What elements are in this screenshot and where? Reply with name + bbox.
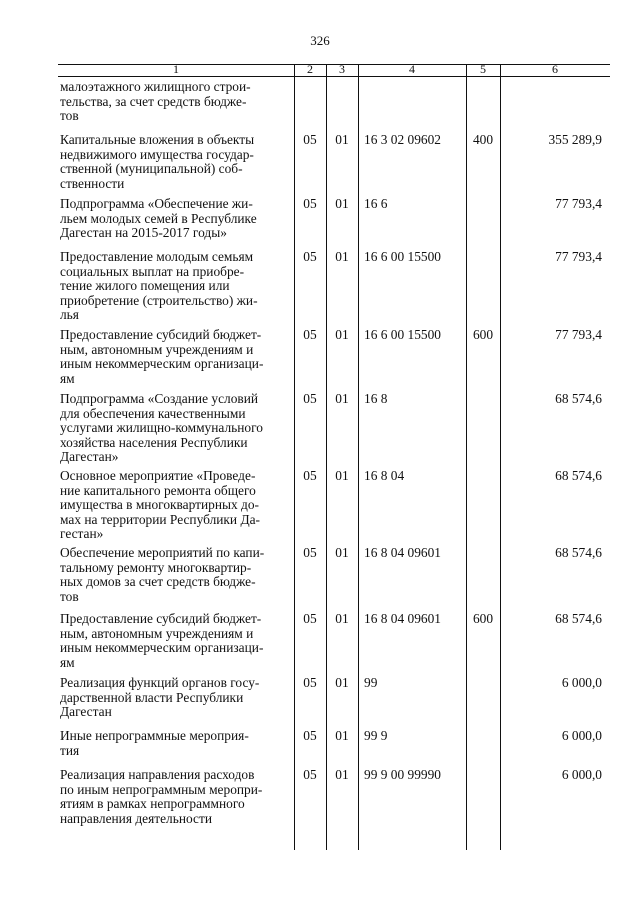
amount: 77 793,4 [555,196,602,211]
expense-type-code: 600 [472,327,494,342]
row-description: Предоставление субсидий бюджет- ным, автономным учреждениям и иным некоммерческим организаци- ям [60,611,264,670]
target-article-code: 16 8 [364,391,388,406]
target-article-code: 16 8 04 09601 [364,545,441,560]
section-code: 05 [303,728,317,743]
row-description: Реализация функций органов госу- дарственной власти Республики Дагестан [60,675,260,719]
row-description: Обеспечение мероприятий по капи- тальному ремонту многоквартир- ных домов за счет средств бюдже- тов [60,545,265,604]
section-code: 05 [303,249,317,264]
amount: 6 000,0 [561,675,602,690]
target-article-code: 16 3 02 09602 [364,132,441,147]
subsection-code: 01 [335,767,349,782]
column-divider [500,64,501,850]
target-article-code: 99 9 [364,728,388,743]
column-header-3: 3 [339,62,345,76]
subsection-code: 01 [335,391,349,406]
expense-type-code: 400 [472,132,494,147]
subsection-code: 01 [335,468,349,483]
section-code: 05 [303,545,317,560]
page-number: 326 [310,33,330,48]
row-description: Реализация направления расходов по иным непрограммным меропри- ятиям в рамках непрограммного направления деятельности [60,767,263,826]
column-header-1: 1 [173,62,179,76]
column-header-6: 6 [552,62,558,76]
amount: 77 793,4 [555,249,602,264]
amount: 68 574,6 [555,611,602,626]
target-article-code: 99 [364,675,378,690]
section-code: 05 [303,767,317,782]
subsection-code: 01 [335,196,349,211]
column-header-4: 4 [409,62,415,76]
column-header-5: 5 [480,62,486,76]
amount: 6 000,0 [561,767,602,782]
section-code: 05 [303,327,317,342]
row-description: Подпрограмма «Обеспечение жи- льем молодых семей в Республике Дагестан на 2015-2017 годы» [60,196,257,240]
amount: 355 289,9 [548,132,602,147]
subsection-code: 01 [335,249,349,264]
column-divider [466,64,467,850]
section-code: 05 [303,196,317,211]
row-description: Иные непрограммные мероприя- тия [60,728,249,758]
target-article-code: 16 6 00 15500 [364,249,441,264]
row-description: Капитальные вложения в объекты недвижимого имущества государ- ственной (муниципальной) соб- ственности [60,132,255,191]
target-article-code: 16 8 04 09601 [364,611,441,626]
target-article-code: 16 6 00 15500 [364,327,441,342]
row-description: Подпрограмма «Создание условий для обеспечения качественными услугами жилищно-коммунального хозяйства населения Республики Дагестан» [60,391,263,464]
subsection-code: 01 [335,327,349,342]
section-code: 05 [303,611,317,626]
amount: 6 000,0 [561,728,602,743]
section-code: 05 [303,391,317,406]
target-article-code: 16 8 04 [364,468,405,483]
subsection-code: 01 [335,545,349,560]
subsection-code: 01 [335,728,349,743]
row-description: Предоставление субсидий бюджет- ным, автономным учреждениям и иным некоммерческим организаци- ям [60,327,264,386]
row-description: малоэтажного жилищного строи- тельства, за счет средств бюдже- тов [60,79,251,123]
row-description: Основное мероприятие «Проведе- ние капитального ремонта общего имущества в многоквартирных до- мах на территории Республики Да- гестан» [60,468,260,541]
amount: 68 574,6 [555,391,602,406]
row-description: Предоставление молодым семьям социальных выплат на приобре- тение жилого помещения или приобретение (строительство) жи- лья [60,249,258,322]
column-header-2: 2 [307,62,313,76]
amount: 77 793,4 [555,327,602,342]
subsection-code: 01 [335,675,349,690]
section-code: 05 [303,675,317,690]
subsection-code: 01 [335,611,349,626]
column-divider [358,64,359,850]
subsection-code: 01 [335,132,349,147]
column-divider [294,64,295,850]
expense-type-code: 600 [472,611,494,626]
amount: 68 574,6 [555,545,602,560]
budget-table [58,64,610,850]
column-divider [326,64,327,850]
header-bottom-border [58,76,610,77]
target-article-code: 16 6 [364,196,388,211]
amount: 68 574,6 [555,468,602,483]
section-code: 05 [303,132,317,147]
target-article-code: 99 9 00 99990 [364,767,441,782]
section-code: 05 [303,468,317,483]
